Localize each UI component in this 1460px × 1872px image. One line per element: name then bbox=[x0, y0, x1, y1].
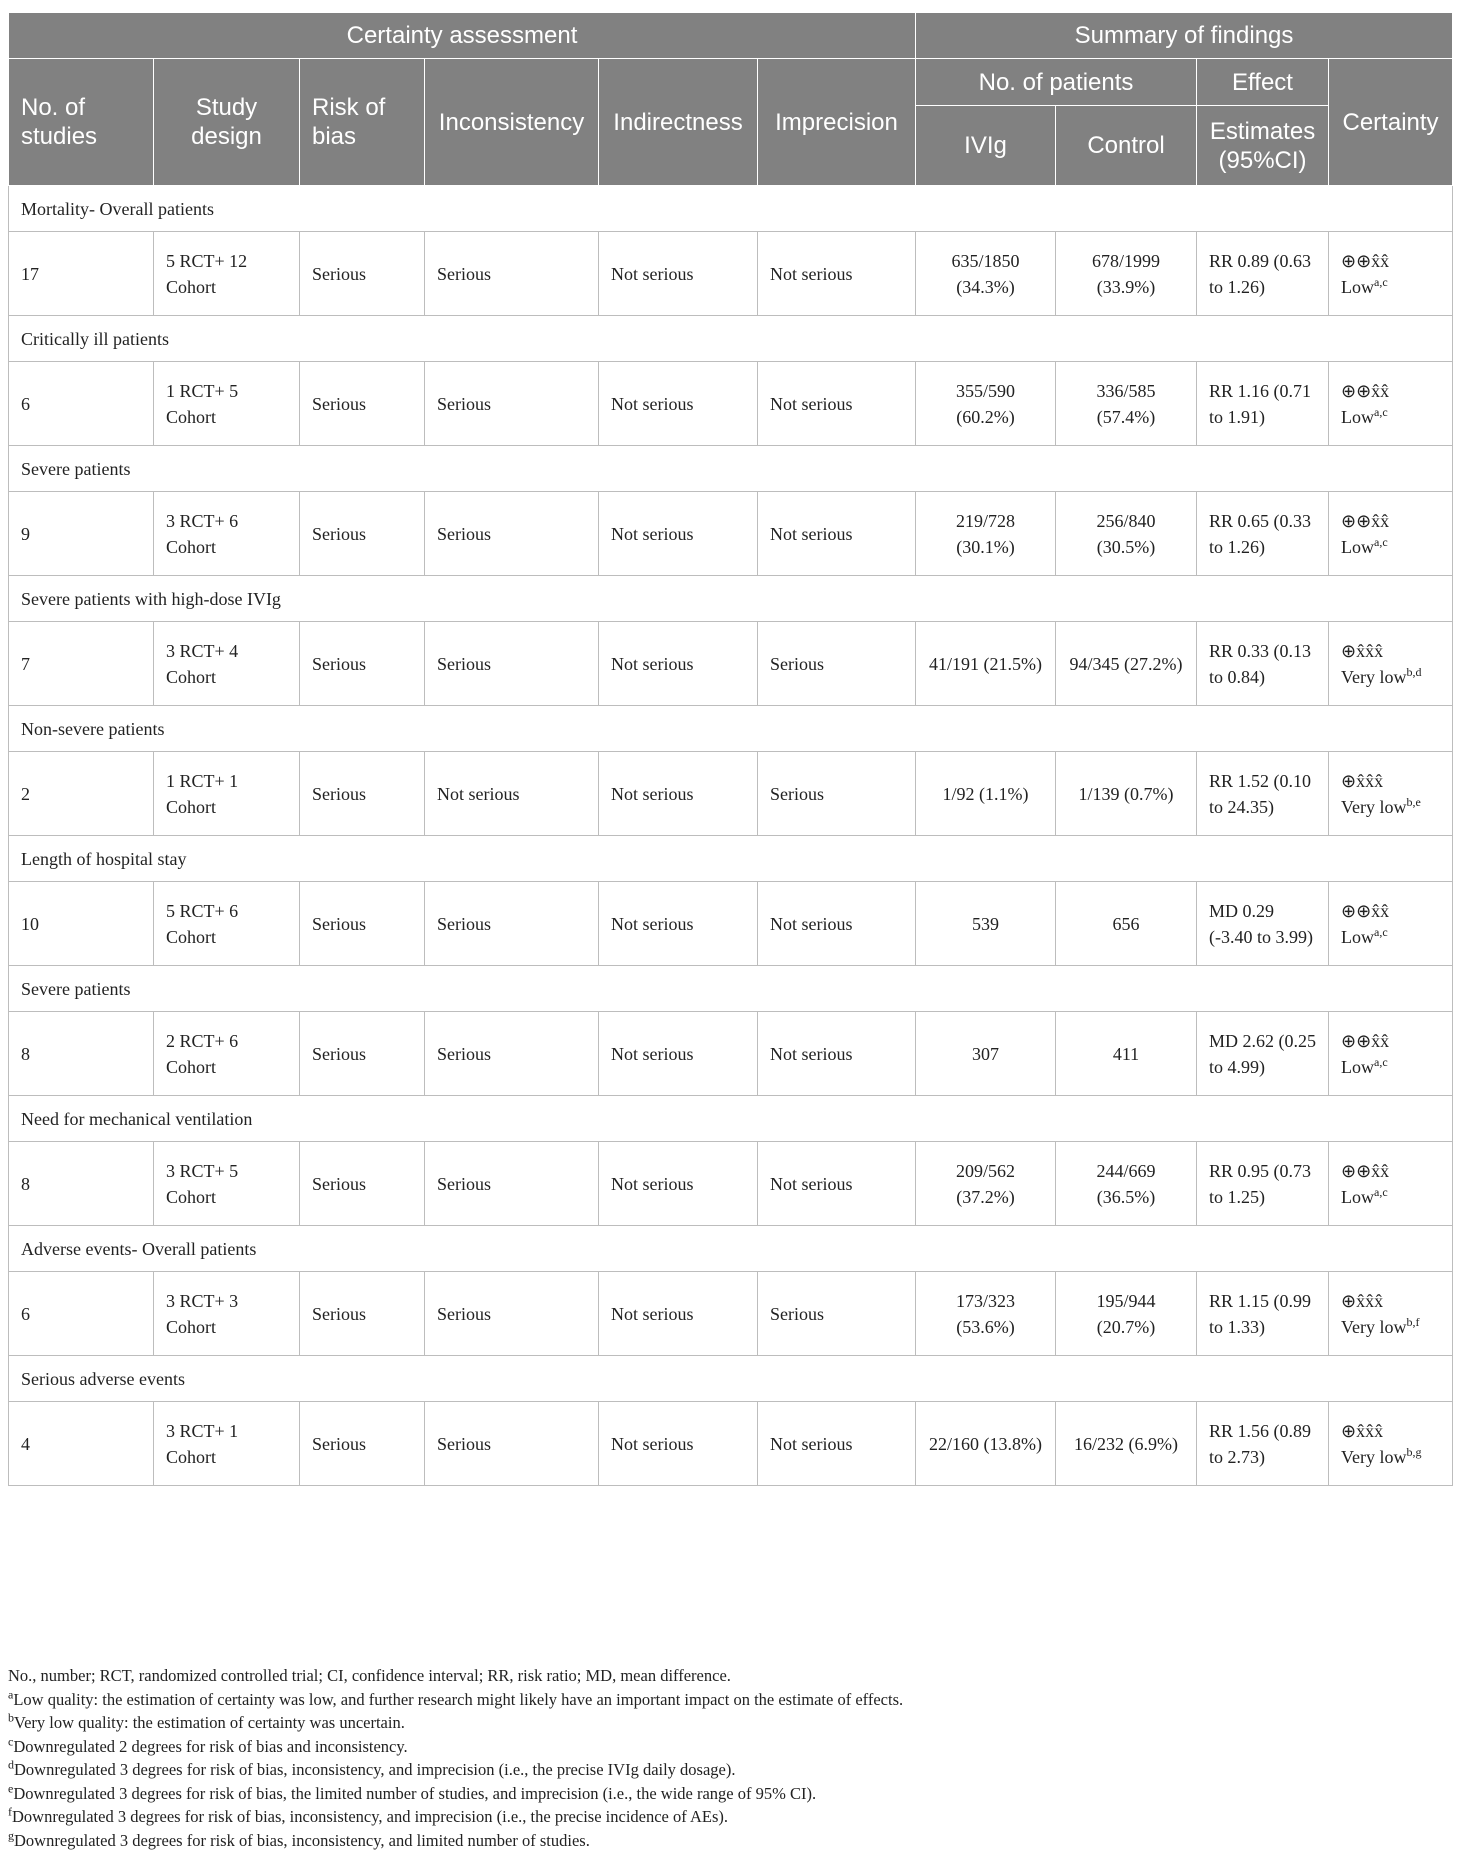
ivig-patients: 41/191 (21.5%) bbox=[916, 622, 1056, 706]
certainty-grade: Low bbox=[1341, 536, 1375, 557]
indirectness: Not serious bbox=[599, 622, 758, 706]
certainty-cell bbox=[1329, 362, 1453, 446]
footnote-list bbox=[8, 1688, 1452, 1853]
header-summary-of-findings: Summary of findings bbox=[916, 13, 1453, 59]
control-patients: 656 bbox=[1056, 882, 1197, 966]
header-estimates: Estimates (95%CI) bbox=[1197, 106, 1329, 186]
certainty-grade-line bbox=[1341, 1444, 1440, 1470]
table-row bbox=[9, 882, 1453, 966]
table-row bbox=[9, 752, 1453, 836]
ivig-patients: 539 bbox=[916, 882, 1056, 966]
header-risk-of-bias: Risk of bias bbox=[300, 59, 425, 186]
footnote-abbreviations: No., number; RCT, randomized controlled trial; CI, confidence interval; RR, risk ratio; MD, mean difference. bbox=[8, 1666, 731, 1685]
footnote-item bbox=[8, 1829, 1452, 1853]
certainty-symbol: ⊕⊕x̂x̂ bbox=[1341, 1160, 1390, 1181]
studies-count: 7 bbox=[9, 622, 154, 706]
footnote-mark: a bbox=[8, 1687, 14, 1701]
indirectness: Not serious bbox=[599, 882, 758, 966]
risk-of-bias: Serious bbox=[300, 882, 425, 966]
indirectness: Not serious bbox=[599, 752, 758, 836]
certainty-grade-line bbox=[1341, 1184, 1440, 1210]
study-design: 3 RCT+ 6 Cohort bbox=[154, 492, 300, 576]
imprecision: Serious bbox=[758, 752, 916, 836]
footnote-text: Very low quality: the estimation of certainty was uncertain. bbox=[14, 1713, 405, 1732]
header-no-of-patients: No. of patients bbox=[916, 59, 1197, 106]
certainty-grade: Very low bbox=[1341, 1446, 1407, 1467]
header-inconsistency: Inconsistency bbox=[425, 59, 599, 186]
table-row bbox=[9, 232, 1453, 316]
indirectness: Not serious bbox=[599, 1142, 758, 1226]
certainty-symbol: ⊕x̂x̂x̂ bbox=[1341, 1290, 1384, 1311]
footnote-text: Low quality: the estimation of certainty was low, and further research might likely have an important impact on the estimate of effects. bbox=[13, 1689, 904, 1709]
footnote-text: Downregulated 3 degrees for risk of bias, inconsistency, and limited number of studies. bbox=[14, 1830, 590, 1850]
certainty-grade: Low bbox=[1341, 926, 1375, 947]
effect-estimate: RR 1.15 (0.99 to 1.33) bbox=[1197, 1272, 1329, 1356]
imprecision: Serious bbox=[758, 622, 916, 706]
table-row bbox=[9, 1012, 1453, 1096]
section-header-row bbox=[9, 186, 1453, 232]
effect-estimate: RR 0.89 (0.63 to 1.26) bbox=[1197, 232, 1329, 316]
effect-estimate: RR 1.56 (0.89 to 2.73) bbox=[1197, 1402, 1329, 1486]
inconsistency: Serious bbox=[425, 622, 599, 706]
footnote-text: Downregulated 2 degrees for risk of bias and inconsistency. bbox=[13, 1736, 408, 1756]
study-design: 5 RCT+ 12 Cohort bbox=[154, 232, 300, 316]
risk-of-bias: Serious bbox=[300, 1272, 425, 1356]
section-header-row bbox=[9, 1226, 1453, 1272]
imprecision: Not serious bbox=[758, 1012, 916, 1096]
certainty-grade-line bbox=[1341, 534, 1440, 560]
section-header-row bbox=[9, 1096, 1453, 1142]
control-patients: 244/669 (36.5%) bbox=[1056, 1142, 1197, 1226]
control-patients: 94/345 (27.2%) bbox=[1056, 622, 1197, 706]
study-design: 5 RCT+ 6 Cohort bbox=[154, 882, 300, 966]
risk-of-bias: Serious bbox=[300, 752, 425, 836]
indirectness: Not serious bbox=[599, 362, 758, 446]
effect-estimate: RR 0.65 (0.33 to 1.26) bbox=[1197, 492, 1329, 576]
certainty-footnote-marks: b,d bbox=[1406, 664, 1422, 679]
header-ivig: IVIg bbox=[916, 106, 1056, 186]
certainty-cell bbox=[1329, 492, 1453, 576]
inconsistency: Serious bbox=[425, 882, 599, 966]
table-row bbox=[9, 362, 1453, 446]
control-patients: 1/139 (0.7%) bbox=[1056, 752, 1197, 836]
imprecision: Not serious bbox=[758, 362, 916, 446]
footnote-item bbox=[8, 1711, 1452, 1735]
ivig-patients: 355/590 (60.2%) bbox=[916, 362, 1056, 446]
certainty-grade-line bbox=[1341, 794, 1440, 820]
studies-count: 6 bbox=[9, 1272, 154, 1356]
header-control: Control bbox=[1056, 106, 1197, 186]
control-patients: 16/232 (6.9%) bbox=[1056, 1402, 1197, 1486]
certainty-grade-line bbox=[1341, 924, 1440, 950]
effect-estimate: RR 1.52 (0.10 to 24.35) bbox=[1197, 752, 1329, 836]
study-design: 3 RCT+ 1 Cohort bbox=[154, 1402, 300, 1486]
inconsistency: Serious bbox=[425, 1142, 599, 1226]
footnote-item bbox=[8, 1782, 1452, 1806]
outcome-title: Adverse events- Overall patients bbox=[9, 1226, 1453, 1272]
certainty-cell bbox=[1329, 882, 1453, 966]
certainty-footnote-marks: a,c bbox=[1374, 924, 1388, 939]
grade-table-container bbox=[8, 12, 1452, 1486]
table-row bbox=[9, 1402, 1453, 1486]
certainty-cell bbox=[1329, 232, 1453, 316]
indirectness: Not serious bbox=[599, 1012, 758, 1096]
table-row bbox=[9, 492, 1453, 576]
footnote-mark: e bbox=[8, 1781, 14, 1795]
footnote-item bbox=[8, 1805, 1452, 1829]
table-row bbox=[9, 1272, 1453, 1356]
footnote-mark: f bbox=[8, 1804, 12, 1819]
effect-estimate: MD 2.62 (0.25 to 4.99) bbox=[1197, 1012, 1329, 1096]
risk-of-bias: Serious bbox=[300, 622, 425, 706]
certainty-symbol: ⊕⊕x̂x̂ bbox=[1341, 250, 1390, 271]
header-effect: Effect bbox=[1197, 59, 1329, 106]
certainty-symbol: ⊕x̂x̂x̂ bbox=[1341, 640, 1384, 661]
studies-count: 6 bbox=[9, 362, 154, 446]
risk-of-bias: Serious bbox=[300, 492, 425, 576]
footnote-text: Downregulated 3 degrees for risk of bias, the limited number of studies, and imprecision (i.e., the wide range of 95% CI). bbox=[13, 1783, 817, 1803]
study-design: 3 RCT+ 4 Cohort bbox=[154, 622, 300, 706]
grade-evidence-table bbox=[8, 12, 1453, 1486]
imprecision: Serious bbox=[758, 1272, 916, 1356]
effect-estimate: RR 0.95 (0.73 to 1.25) bbox=[1197, 1142, 1329, 1226]
certainty-footnote-marks: a,c bbox=[1374, 1054, 1388, 1069]
effect-estimate: RR 0.33 (0.13 to 0.84) bbox=[1197, 622, 1329, 706]
outcome-title: Length of hospital stay bbox=[9, 836, 1453, 882]
header-certainty: Certainty bbox=[1329, 59, 1453, 186]
ivig-patients: 307 bbox=[916, 1012, 1056, 1096]
ivig-patients: 22/160 (13.8%) bbox=[916, 1402, 1056, 1486]
study-design: 1 RCT+ 1 Cohort bbox=[154, 752, 300, 836]
studies-count: 9 bbox=[9, 492, 154, 576]
imprecision: Not serious bbox=[758, 492, 916, 576]
outcome-title: Serious adverse events bbox=[9, 1356, 1453, 1402]
certainty-footnote-marks: a,c bbox=[1374, 274, 1388, 289]
certainty-footnote-marks: a,c bbox=[1374, 534, 1388, 549]
indirectness: Not serious bbox=[599, 232, 758, 316]
certainty-symbol: ⊕x̂x̂x̂ bbox=[1341, 1420, 1384, 1441]
indirectness: Not serious bbox=[599, 492, 758, 576]
header-certainty-assessment: Certainty assessment bbox=[9, 13, 916, 59]
footnote-text: Downregulated 3 degrees for risk of bias, inconsistency, and imprecision (i.e., the precise IVIg daily dosage). bbox=[14, 1760, 736, 1779]
ivig-patients: 173/323 (53.6%) bbox=[916, 1272, 1056, 1356]
indirectness: Not serious bbox=[599, 1272, 758, 1356]
effect-estimate: MD 0.29 (-3.40 to 3.99) bbox=[1197, 882, 1329, 966]
risk-of-bias: Serious bbox=[300, 1012, 425, 1096]
section-header-row bbox=[9, 446, 1453, 492]
footnote-item bbox=[8, 1735, 1452, 1759]
certainty-grade: Low bbox=[1341, 1056, 1375, 1077]
certainty-grade: Low bbox=[1341, 276, 1375, 297]
imprecision: Not serious bbox=[758, 1402, 916, 1486]
inconsistency: Not serious bbox=[425, 752, 599, 836]
header-indirectness: Indirectness bbox=[599, 59, 758, 186]
risk-of-bias: Serious bbox=[300, 1142, 425, 1226]
risk-of-bias: Serious bbox=[300, 232, 425, 316]
outcome-title: Need for mechanical ventilation bbox=[9, 1096, 1453, 1142]
certainty-cell bbox=[1329, 1402, 1453, 1486]
studies-count: 10 bbox=[9, 882, 154, 966]
indirectness: Not serious bbox=[599, 1402, 758, 1486]
studies-count: 8 bbox=[9, 1142, 154, 1226]
certainty-grade-line bbox=[1341, 1054, 1440, 1080]
outcome-title: Severe patients with high-dose IVIg bbox=[9, 576, 1453, 622]
certainty-symbol: ⊕⊕x̂x̂ bbox=[1341, 900, 1390, 921]
table-row bbox=[9, 622, 1453, 706]
certainty-cell bbox=[1329, 622, 1453, 706]
certainty-grade: Very low bbox=[1341, 796, 1407, 817]
effect-estimate: RR 1.16 (0.71 to 1.91) bbox=[1197, 362, 1329, 446]
certainty-symbol: ⊕x̂x̂x̂ bbox=[1341, 770, 1384, 791]
footnote-mark: g bbox=[8, 1828, 14, 1842]
certainty-symbol: ⊕⊕x̂x̂ bbox=[1341, 510, 1390, 531]
table-footnotes bbox=[8, 1664, 1452, 1852]
certainty-grade: Very low bbox=[1341, 666, 1407, 687]
footnote-mark: b bbox=[8, 1710, 14, 1725]
certainty-footnote-marks: b,g bbox=[1406, 1444, 1422, 1459]
inconsistency: Serious bbox=[425, 1272, 599, 1356]
studies-count: 4 bbox=[9, 1402, 154, 1486]
outcome-title: Critically ill patients bbox=[9, 316, 1453, 362]
section-header-row bbox=[9, 966, 1453, 1012]
certainty-symbol: ⊕⊕x̂x̂ bbox=[1341, 380, 1390, 401]
risk-of-bias: Serious bbox=[300, 362, 425, 446]
control-patients: 195/944 (20.7%) bbox=[1056, 1272, 1197, 1356]
table-body bbox=[9, 186, 1453, 1486]
certainty-footnote-marks: a,c bbox=[1374, 1184, 1388, 1199]
ivig-patients: 219/728 (30.1%) bbox=[916, 492, 1056, 576]
section-header-row bbox=[9, 836, 1453, 882]
certainty-cell bbox=[1329, 1142, 1453, 1226]
certainty-symbol: ⊕⊕x̂x̂ bbox=[1341, 1030, 1390, 1051]
footnote-mark: c bbox=[8, 1734, 14, 1748]
certainty-footnote-marks: b,e bbox=[1406, 794, 1421, 809]
inconsistency: Serious bbox=[425, 492, 599, 576]
studies-count: 2 bbox=[9, 752, 154, 836]
certainty-grade: Very low bbox=[1341, 1316, 1407, 1337]
imprecision: Not serious bbox=[758, 882, 916, 966]
imprecision: Not serious bbox=[758, 1142, 916, 1226]
certainty-cell bbox=[1329, 1272, 1453, 1356]
header-study-design: Study design bbox=[154, 59, 300, 186]
certainty-footnote-marks: a,c bbox=[1374, 404, 1388, 419]
inconsistency: Serious bbox=[425, 1402, 599, 1486]
study-design: 2 RCT+ 6 Cohort bbox=[154, 1012, 300, 1096]
study-design: 3 RCT+ 3 Cohort bbox=[154, 1272, 300, 1356]
control-patients: 678/1999 (33.9%) bbox=[1056, 232, 1197, 316]
studies-count: 17 bbox=[9, 232, 154, 316]
inconsistency: Serious bbox=[425, 232, 599, 316]
control-patients: 256/840 (30.5%) bbox=[1056, 492, 1197, 576]
footnote-mark: d bbox=[8, 1757, 14, 1772]
footnote-item bbox=[8, 1688, 1452, 1712]
risk-of-bias: Serious bbox=[300, 1402, 425, 1486]
certainty-grade-line bbox=[1341, 274, 1440, 300]
study-design: 1 RCT+ 5 Cohort bbox=[154, 362, 300, 446]
certainty-cell bbox=[1329, 1012, 1453, 1096]
study-design: 3 RCT+ 5 Cohort bbox=[154, 1142, 300, 1226]
control-patients: 336/585 (57.4%) bbox=[1056, 362, 1197, 446]
certainty-grade: Low bbox=[1341, 1186, 1375, 1207]
header-imprecision: Imprecision bbox=[758, 59, 916, 186]
ivig-patients: 209/562 (37.2%) bbox=[916, 1142, 1056, 1226]
section-header-row bbox=[9, 576, 1453, 622]
inconsistency: Serious bbox=[425, 1012, 599, 1096]
header-no-of-studies: No. of studies bbox=[9, 59, 154, 186]
outcome-title: Severe patients bbox=[9, 446, 1453, 492]
outcome-title: Mortality- Overall patients bbox=[9, 186, 1453, 232]
certainty-cell bbox=[1329, 752, 1453, 836]
certainty-footnote-marks: b,f bbox=[1406, 1314, 1420, 1329]
footnote-item bbox=[8, 1758, 1452, 1782]
ivig-patients: 635/1850 (34.3%) bbox=[916, 232, 1056, 316]
imprecision: Not serious bbox=[758, 232, 916, 316]
section-header-row bbox=[9, 316, 1453, 362]
section-header-row bbox=[9, 1356, 1453, 1402]
certainty-grade: Low bbox=[1341, 406, 1375, 427]
certainty-grade-line bbox=[1341, 1314, 1440, 1340]
inconsistency: Serious bbox=[425, 362, 599, 446]
ivig-patients: 1/92 (1.1%) bbox=[916, 752, 1056, 836]
studies-count: 8 bbox=[9, 1012, 154, 1096]
footnote-text: Downregulated 3 degrees for risk of bias, inconsistency, and imprecision (i.e., the precise incidence of AEs). bbox=[12, 1807, 728, 1826]
certainty-grade-line bbox=[1341, 664, 1440, 690]
table-row bbox=[9, 1142, 1453, 1226]
certainty-grade-line bbox=[1341, 404, 1440, 430]
outcome-title: Non-severe patients bbox=[9, 706, 1453, 752]
section-header-row bbox=[9, 706, 1453, 752]
control-patients: 411 bbox=[1056, 1012, 1197, 1096]
outcome-title: Severe patients bbox=[9, 966, 1453, 1012]
